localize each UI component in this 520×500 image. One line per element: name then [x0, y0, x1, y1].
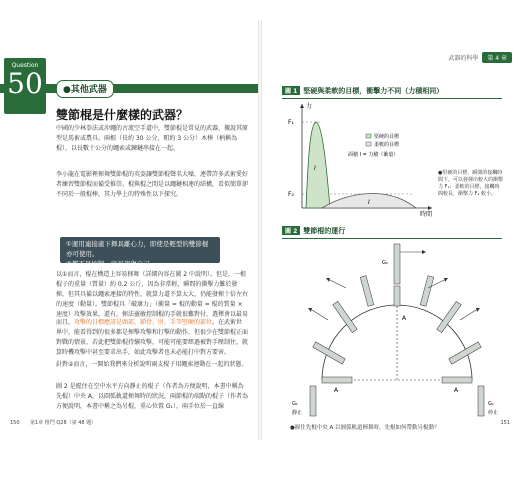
stick-mid-left [313, 342, 345, 364]
paragraph-4-start: 而且， [56, 319, 75, 326]
label-g2-top: G₂ [382, 260, 388, 266]
right-page [262, 20, 520, 440]
paragraph-2: 李小龍在電影裡揮舞雙節棍的英姿讓雙節棍聲名大噪，連帶許多武術愛好者練習雙節棍而備受推崇。棍與棍之間是以繩鏈相連的結構，看似簡單卻不同於一般棍棒，其力學上的特殊性以下探究。 [56, 171, 249, 198]
category-tag: ●其他武器 [56, 80, 114, 98]
left-page [0, 20, 258, 440]
stick-bottom-right [442, 377, 472, 383]
highlighted-text: 攻擊的目標應該是頭部、鎖骨、肘、手等堅硬的部位 [74, 319, 213, 326]
stick-arc-left [360, 276, 374, 307]
key-points-box [60, 237, 220, 268]
label-still-left: 靜止 [292, 410, 303, 416]
point-a-left: A [334, 387, 339, 394]
stick-hanging-right [478, 386, 484, 416]
question-number: 50 [7, 67, 43, 100]
figure-1-side-note: ●堅硬的目標，瞬間的接觸時間下，可以發揮出較大的衝擊力 F₁；柔軟的目標，接觸時間較長，衝擊力 F₂ 較小。 [438, 170, 504, 197]
figure-2-tag: 圖 2 [282, 226, 300, 235]
figure-1-title [282, 86, 502, 99]
key-point-1: ①運用連接處下揮具離心力，即使是輕型的雙節棍亦可使用。 [66, 240, 209, 258]
figure-2-caption: 雙節棍的運行 [303, 227, 346, 235]
x-axis-label: 時間 [420, 211, 433, 218]
y-tick-f2: F₂ [288, 191, 294, 198]
running-header [448, 52, 512, 63]
svg-text:I: I [368, 199, 370, 206]
svg-text:I: I [314, 165, 316, 172]
stick-upper-left [333, 301, 357, 332]
paragraph-5: 針對②而言，一開始我們來分析說明兩支棍子用繩索連動在一起的狀態。 [56, 361, 248, 368]
chapter-badge: 第 4 章 [482, 52, 512, 63]
figure-2-note: ●握住先棍中央 A 以圓弧軌道揮舞時，先棍如何帶動另棍動？ [290, 425, 440, 431]
legend-soft: 柔軟的目標 [374, 142, 400, 148]
page-title: 雙節棍是什麼樣的武器？ [56, 108, 189, 122]
stick-top [394, 244, 400, 284]
figure-1-tag: 圖 1 [282, 86, 300, 95]
legend-soft-swatch [366, 142, 371, 146]
point-a-center: A [402, 315, 407, 322]
section-name: 武器的科學 [448, 55, 479, 62]
key-point-2: ②都不易控制，容易誤傷自己。 [66, 260, 157, 268]
label-g1-left: G₁ [292, 401, 298, 407]
stick-hanging-left [310, 386, 316, 416]
y-axis-label: 力 [306, 103, 313, 110]
stick-arc-right [420, 276, 434, 307]
question-badge [4, 58, 46, 114]
paragraph-1: 中國的少林拳法或沖繩的古流空手道中，雙節棍是常見的武器，據說其原型是馬術或農具。兩根（長約 30 公分，粗約 3 公分）木棒（柄稱為棍），以長數十公分的繩索或鍊鏈串接在一起。 [56, 125, 249, 152]
paragraph-3: 以①而言，棍在構造上容易揮舞（詳細內容在圖 2 中說明）。但是，一根棍子的重量（質量）約 0.2 公斤，因為非常輕，瞬間的衝擊力難於發揮，但其具備以繩索連接的特性，就算力道不算太大，仍能發揮十倍左右的速度（動量）。雙節棍具「破壞力」（衝量 = 棍的動量 = 棍的質量 × 速度）攻擊效果，還有，揮法靈敏控制棍的手就很難對付，選擇會以最易 [56, 271, 248, 318]
label-still-right: 停止 [488, 410, 499, 416]
y-tick-f1: F₁ [288, 119, 294, 126]
stick-mid-right [449, 342, 481, 364]
figure-2-title [282, 226, 502, 239]
stick-upper-right [437, 301, 461, 332]
paragraph-4-rest: 。在武術世界中，能看得到的很多都是揮擊攻擊和打擊的動作，但很少在雙節棍正面對戰的情景，若此把雙節棍持續攻擊，可能可能要經過被對手壓制住，就算時機攻擊中甚至要求出手，如此攻擊者也未必能打中對方要害。 [56, 319, 248, 356]
hard-target-curve [306, 122, 330, 208]
label-g1-right: G₁ [488, 401, 494, 407]
running-footer: 第1章 格鬥 Q28（第 48 題） [30, 420, 97, 426]
paragraph-6: 圖 2 是握住在空中水平方向靜止的棍子（作者為方便說明，本書中稱為先棍）中央 A，以圓弧軌道揮舞時的狀況，兩節棍的端點的棍子（作者為方便說明，本書中稱之為另棍，重心位置 G₁），兩手位於一直線 [56, 383, 248, 410]
page-number-right: 151 [500, 420, 510, 426]
stick-bottom-left [322, 377, 352, 383]
point-a-right: A [454, 387, 459, 394]
figure-1-caption: 堅硬與柔軟的目標，衝擊力不同（力積相同） [303, 87, 444, 95]
area-note: 面積 I = 力積（衝量） [348, 152, 399, 158]
impulse-graph [282, 100, 442, 220]
paragraph-4 [56, 318, 248, 358]
question-label: Question [11, 62, 39, 69]
page-number-left: 150 [10, 420, 20, 426]
stick-top-lower [394, 286, 400, 306]
nunchaku-motion-diagram [282, 240, 512, 420]
legend-hard: 堅硬的目標 [374, 134, 400, 140]
legend-hard-swatch [366, 134, 371, 138]
